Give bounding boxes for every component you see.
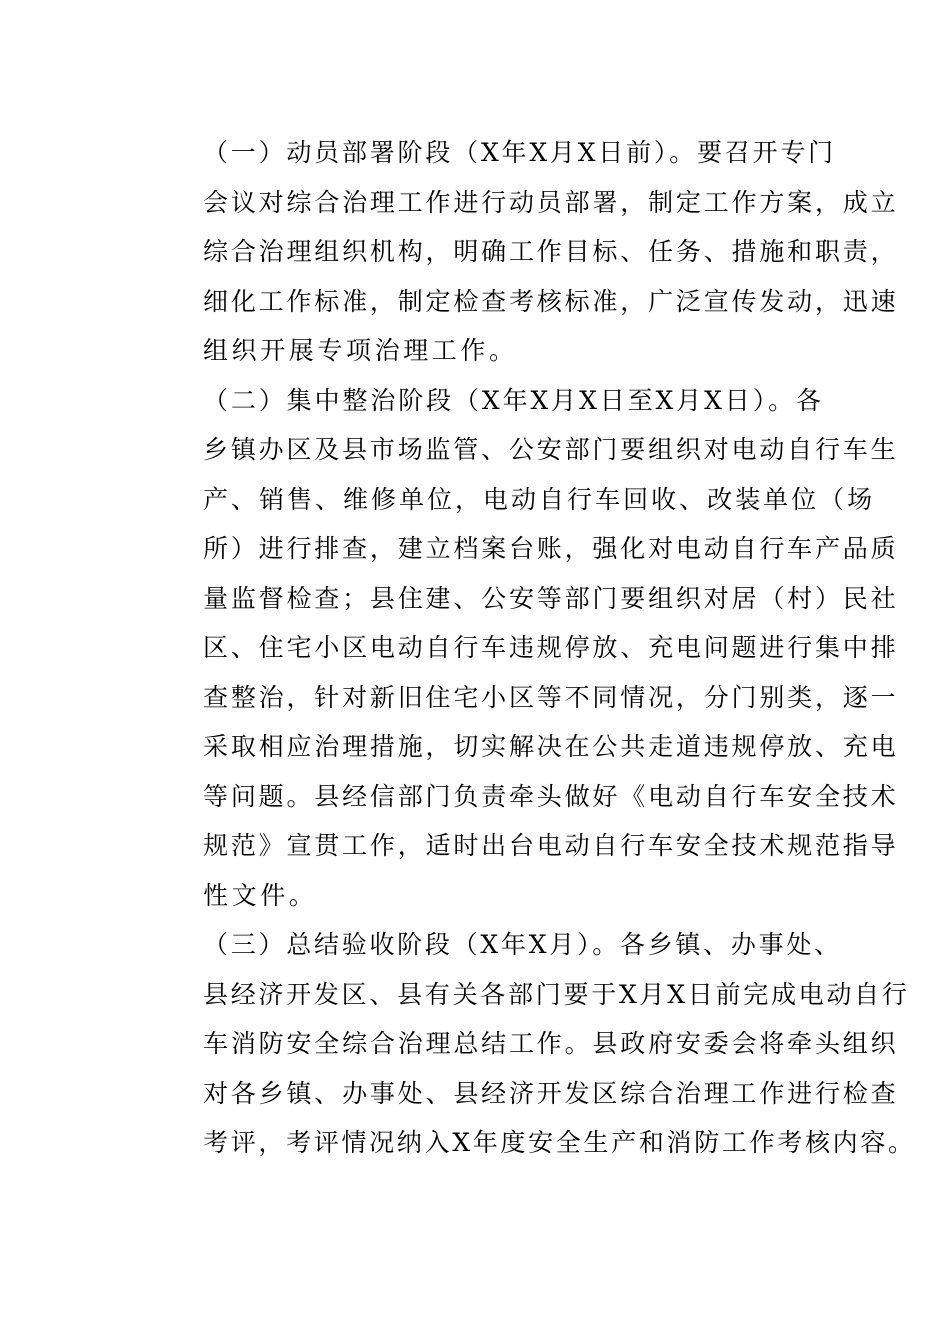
text-line: 乡镇办区及县市场监管、公安部门要组织对电动自行车生	[203, 435, 899, 464]
paragraph-mobilization-stage	[146, 128, 899, 376]
text-line: 县经济开发区、县有关各部门要于X月X日前完成电动自行	[203, 979, 910, 1009]
text-line: 组织开展专项治理工作。	[203, 336, 518, 365]
text-line: 区、住宅小区电动自行车违规停放、充电问题进行集中排	[203, 633, 899, 662]
text-line: 考评，考评情况纳入X年度安全生产和消防工作考核内容。	[203, 1128, 916, 1157]
text-line: 综合治理组织机构，明确工作目标、任务、措施和职责，	[203, 237, 899, 266]
document-body	[146, 128, 916, 1168]
text-line: 等问题。县经信部门负责牵头做好《电动自行车安全技术	[203, 781, 899, 811]
text-line: 会议对综合治理工作进行动员部署，制定工作方案，成立	[203, 187, 899, 217]
text-line: （三）总结验收阶段（X年X月）。各乡镇、办事处、	[203, 930, 842, 959]
text-line: 细化工作标准，制定检查考核标准，广泛宣传发动，迅速	[203, 286, 899, 316]
text-line: （一）动员部署阶段（X年X月X日前）。要召开专门	[203, 138, 836, 167]
text-line: （二）集中整治阶段（X年X月X日至X月X日）。各	[203, 385, 824, 415]
text-line: 量监督检查；县住建、公安等部门要组织对居（村）民社	[203, 583, 899, 613]
text-line: 采取相应治理措施，切实解决在公共走道违规停放、充电	[203, 732, 899, 761]
text-line: 所）进行排查，建立档案台账，强化对电动自行车产品质	[203, 534, 899, 563]
text-line: 性文件。	[203, 880, 318, 910]
text-line: 对各乡镇、办事处、县经济开发区综合治理工作进行检查	[203, 1078, 899, 1108]
text-line: 车消防安全综合治理总结工作。县政府安委会将牵头组织	[203, 1029, 899, 1058]
paragraph-rectification-stage	[146, 376, 899, 921]
text-line: 产、销售、维修单位，电动自行车回收、改装单位（场	[203, 484, 876, 514]
paragraph-summary-stage	[146, 920, 916, 1168]
text-line: 规范》宣贯工作，适时出台电动自行车安全技术规范指导	[203, 831, 899, 860]
text-line: 查整治，针对新旧住宅小区等不同情况，分门别类，逐一	[203, 682, 899, 712]
